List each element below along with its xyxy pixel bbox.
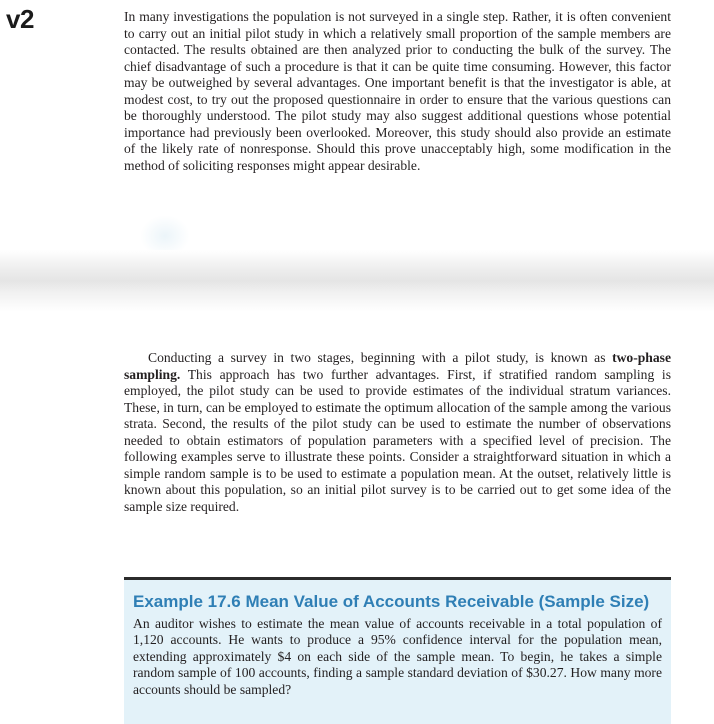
page-break-shadow (0, 250, 714, 312)
paragraph-lead-text: Conducting a survey in two stages, beginning with a pilot study, is known as (148, 350, 613, 365)
paragraph-pilot-study: In many investigations the population is not surveyed in a single step. Rather, it is often convenient to carry out an initial pilot study in which a relatively small proportion of the sample members are contacted. The results obtained are then analyzed prior to conducting the bulk of the survey. The chief disadvantage of such a procedure is that it can be quite time consuming. However, this factor may be outweighed by several advantages. One important benefit is that the investigator is able, at modest cost, to try out the proposed questionnaire in order to ensure that the various questions can be thoroughly understood. The pilot study may also suggest additional questions whose potential importance had previously been overlooked. Moreover, this study should also provide an estimate of the likely rate of nonresponse. Should this prove unacceptably high, some modification in the method of soliciting responses might appear desirable. (124, 9, 671, 173)
example-box (124, 577, 671, 724)
paragraph-rest-text: This approach has two further advantages. First, if stratified random sampling is employed, the pilot study can be used to provide estimates of the individual stratum variances. These, in turn, can be employed to estimate the optimum allocation of the sample among the various strata. Second, the results of the pilot study can be used to estimate the number of observations needed to obtain estimators of population parameters with a specified level of precision. The following examples serve to illustrate these points. Consider a straightforward situation in which a simple random sample is to be used to estimate a population mean. At the outset, relatively little is known about this population, so an initial pilot survey is to be carried out to get some idea of the sample size required. (124, 366, 671, 514)
key-term-two-phase-sampling: two-phase sampling. (124, 350, 671, 382)
example-body: An auditor wishes to estimate the mean value of accounts receivable in a total population of 1,120 accounts. He wants to produce a 95% confidence interval for the population mean, extending approximately $4 on each side of the sample mean. To begin, he takes a simple random sample of 100 accounts, finding a sample standard deviation of $30.27. How many more accounts should be sampled? (133, 616, 662, 697)
example-title: Example 17.6 Mean Value of Accounts Receivable (Sample Size) (133, 592, 650, 611)
version-label: v2 (6, 4, 34, 34)
paragraph-two-phase-sampling (124, 350, 671, 515)
